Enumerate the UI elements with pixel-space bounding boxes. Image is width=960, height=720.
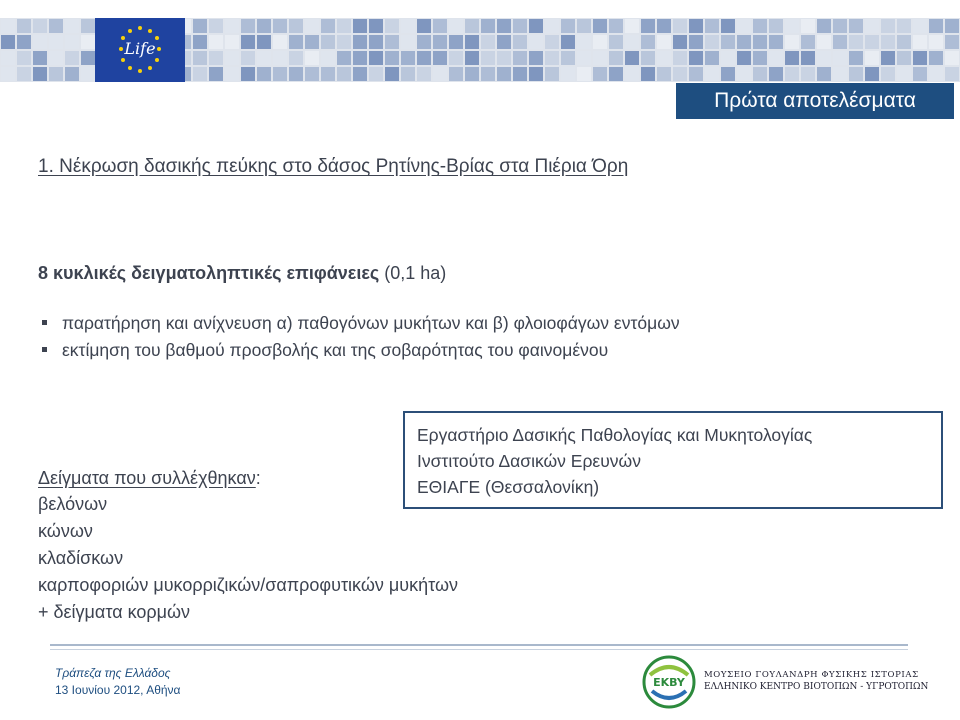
mosaic-tile — [609, 51, 623, 65]
mosaic-tile — [401, 67, 415, 81]
mosaic-tile — [17, 67, 31, 81]
mosaic-tile — [689, 67, 703, 81]
lab-name: Εργαστήριο Δασικής Παθολογίας και Μυκητολογίας — [417, 425, 813, 445]
mosaic-tile — [433, 35, 447, 49]
mosaic-tile — [449, 19, 463, 33]
mosaic-tile — [737, 67, 751, 81]
organization-name: ΕΘΙΑΓΕ — [417, 477, 481, 497]
mosaic-tile — [353, 35, 367, 49]
mosaic-tile — [913, 19, 927, 33]
mosaic-tile — [801, 19, 815, 33]
mosaic-tile — [497, 67, 511, 81]
collected-samples — [38, 465, 458, 626]
mosaic-tile — [369, 51, 383, 65]
slide-title: Πρώτα αποτελέσματα — [676, 83, 954, 119]
mosaic-tile — [625, 67, 639, 81]
sampling-description — [38, 263, 446, 284]
mosaic-tile — [209, 35, 223, 49]
mosaic-tile — [497, 19, 511, 33]
centre-name: ΕΛΛΗΝΙΚΟ ΚΕΝΤΡΟ ΒΙΟΤΟΠΩΝ - ΥΓΡΟΤΟΠΩΝ — [704, 682, 929, 692]
collected-title — [38, 465, 458, 491]
mosaic-tile — [673, 51, 687, 65]
mosaic-tile — [833, 51, 847, 65]
mosaic-tile — [433, 51, 447, 65]
mosaic-tile — [641, 35, 655, 49]
mosaic-tile — [209, 19, 223, 33]
mosaic-tile — [641, 19, 655, 33]
mosaic-tile — [353, 19, 367, 33]
mosaic-tile — [545, 19, 559, 33]
mosaic-tile — [241, 35, 255, 49]
bullet-list — [40, 310, 680, 364]
mosaic-tile — [929, 19, 943, 33]
mosaic-tile — [81, 19, 95, 33]
mosaic-tile — [401, 51, 415, 65]
mosaic-tile — [33, 51, 47, 65]
mosaic-tile — [609, 67, 623, 81]
mosaic-tile — [913, 67, 927, 81]
sampling-area-text: (0,1 ha) — [379, 263, 447, 283]
mosaic-tile — [641, 67, 655, 81]
mosaic-tile — [897, 51, 911, 65]
mosaic-tile — [673, 67, 687, 81]
mosaic-tile — [529, 19, 543, 33]
mosaic-tile — [865, 35, 879, 49]
mosaic-tile — [529, 67, 543, 81]
ekby-logo-icon — [642, 655, 696, 709]
mosaic-tile — [945, 67, 959, 81]
mosaic-tile — [945, 51, 959, 65]
mosaic-tile — [785, 35, 799, 49]
mosaic-tile — [257, 67, 271, 81]
footer-divider-thin — [50, 649, 908, 650]
mosaic-tile — [513, 67, 527, 81]
mosaic-tile — [385, 67, 399, 81]
mosaic-tile — [369, 19, 383, 33]
eu-life-logo — [95, 18, 185, 82]
mosaic-tile — [833, 35, 847, 49]
mosaic-tile — [481, 35, 495, 49]
mosaic-tile — [337, 35, 351, 49]
mosaic-tile — [545, 51, 559, 65]
mosaic-tile — [769, 67, 783, 81]
mosaic-tile — [753, 35, 767, 49]
mosaic-tile — [257, 35, 271, 49]
mosaic-tile — [785, 51, 799, 65]
mosaic-tile — [705, 67, 719, 81]
mosaic-tile — [657, 67, 671, 81]
mosaic-tile — [737, 35, 751, 49]
mosaic-tile — [945, 35, 959, 49]
mosaic-tile — [65, 35, 79, 49]
mosaic-tile — [225, 19, 239, 33]
mosaic-tile — [401, 35, 415, 49]
mosaic-tile — [1, 67, 15, 81]
mosaic-tile — [897, 67, 911, 81]
mosaic-tile — [321, 19, 335, 33]
mosaic-tile — [769, 51, 783, 65]
mosaic-tile — [593, 35, 607, 49]
mosaic-tile — [657, 51, 671, 65]
mosaic-tile — [1, 35, 15, 49]
mosaic-tile — [305, 19, 319, 33]
collected-item: βελόνων — [38, 494, 108, 514]
institute-name: Ινστιτούτο Δασικών Ερευνών — [417, 451, 641, 471]
mosaic-tile — [33, 35, 47, 49]
mosaic-tile — [289, 35, 303, 49]
mosaic-tile — [545, 67, 559, 81]
mosaic-tile — [673, 35, 687, 49]
footer-date: 13 Ιουνίου 2012, Αθήνα — [55, 683, 181, 697]
mosaic-tile — [577, 35, 591, 49]
mosaic-tile — [273, 35, 287, 49]
mosaic-tile — [465, 51, 479, 65]
mosaic-tile — [81, 35, 95, 49]
mosaic-tile — [913, 51, 927, 65]
mosaic-tile — [273, 19, 287, 33]
section-heading: 1. Νέκρωση δασικής πεύκης στο δάσος Ρητίνης-Βρίας στα Πιέρια Όρη — [38, 156, 629, 177]
mosaic-tile — [49, 51, 63, 65]
mosaic-tile — [81, 51, 95, 65]
mosaic-tile — [593, 67, 607, 81]
mosaic-tile — [33, 19, 47, 33]
mosaic-tile — [433, 67, 447, 81]
lab-info-box — [403, 411, 943, 509]
mosaic-tile — [881, 19, 895, 33]
mosaic-tile — [737, 51, 751, 65]
mosaic-tile — [497, 35, 511, 49]
mosaic-tile — [865, 19, 879, 33]
mosaic-tile — [897, 35, 911, 49]
mosaic-tile — [321, 51, 335, 65]
mosaic-tile — [321, 35, 335, 49]
mosaic-tile — [785, 19, 799, 33]
mosaic-tile — [801, 51, 815, 65]
museum-name: ΜΟΥΣΕΙΟ ΓΟΥΛΑΝΔΡΗ ΦΥΣΙΚΗΣ ΙΣΤΟΡΙΑΣ — [704, 670, 919, 680]
mosaic-tile — [49, 19, 63, 33]
mosaic-tile — [769, 35, 783, 49]
mosaic-tile — [481, 67, 495, 81]
mosaic-tile — [609, 19, 623, 33]
mosaic-tile — [465, 67, 479, 81]
footer-organization: Τράπεζα της Ελλάδος — [55, 666, 171, 680]
mosaic-tile — [81, 67, 95, 81]
mosaic-tile — [337, 51, 351, 65]
mosaic-tile — [481, 51, 495, 65]
ekby-logo-text: EKBY — [653, 676, 685, 689]
collected-title-colon: : — [255, 468, 261, 488]
mosaic-tile — [545, 35, 559, 49]
mosaic-tile — [753, 19, 767, 33]
mosaic-tile — [449, 67, 463, 81]
mosaic-tile — [625, 51, 639, 65]
mosaic-tile — [705, 51, 719, 65]
mosaic-tile — [881, 51, 895, 65]
mosaic-tile — [689, 19, 703, 33]
mosaic-tile — [193, 51, 207, 65]
mosaic-tile — [353, 67, 367, 81]
mosaic-tile — [801, 35, 815, 49]
mosaic-tile — [817, 67, 831, 81]
mosaic-tile — [337, 19, 351, 33]
mosaic-tile — [385, 35, 399, 49]
mosaic-tile — [865, 67, 879, 81]
mosaic-tile — [673, 19, 687, 33]
mosaic-tile — [417, 67, 431, 81]
mosaic-tile — [513, 19, 527, 33]
mosaic-tile — [849, 67, 863, 81]
mosaic-tile — [513, 35, 527, 49]
mosaic-tile — [737, 19, 751, 33]
mosaic-tile — [657, 35, 671, 49]
collected-item: κώνων — [38, 521, 93, 541]
mosaic-tile — [449, 35, 463, 49]
mosaic-tile — [721, 35, 735, 49]
mosaic-tile — [897, 19, 911, 33]
mosaic-tile — [833, 19, 847, 33]
mosaic-tile — [529, 51, 543, 65]
mosaic-tile — [641, 51, 655, 65]
mosaic-tile — [241, 51, 255, 65]
mosaic-tile — [849, 51, 863, 65]
mosaic-tile — [753, 67, 767, 81]
mosaic-tile — [1, 51, 15, 65]
mosaic-tile — [289, 19, 303, 33]
mosaic-tile — [241, 19, 255, 33]
bullet-item: εκτίμηση του βαθμού προσβολής και της σοβαρότητας του φαινομένου — [40, 337, 680, 364]
collected-item: + δείγματα κορμών — [38, 602, 191, 622]
mosaic-tile — [561, 19, 575, 33]
mosaic-tile — [385, 51, 399, 65]
mosaic-tile — [721, 51, 735, 65]
mosaic-tile — [369, 67, 383, 81]
organization-line — [417, 474, 929, 500]
mosaic-tile — [593, 51, 607, 65]
mosaic-tile — [17, 19, 31, 33]
mosaic-tile — [689, 51, 703, 65]
mosaic-tile — [513, 51, 527, 65]
mosaic-tile — [689, 35, 703, 49]
mosaic-tile — [209, 67, 223, 81]
mosaic-tile — [849, 35, 863, 49]
mosaic-tile — [577, 51, 591, 65]
mosaic-tile — [273, 51, 287, 65]
mosaic-tile — [849, 19, 863, 33]
mosaic-tile — [401, 19, 415, 33]
life-logo-text: Life — [124, 39, 156, 58]
mosaic-tile — [65, 51, 79, 65]
mosaic-tile — [561, 67, 575, 81]
mosaic-tile — [33, 67, 47, 81]
mosaic-tile — [241, 67, 255, 81]
bullet-item: παρατήρηση και ανίχνευση α) παθογόνων μυκήτων και β) φλοιοφάγων εντόμων — [40, 310, 680, 337]
mosaic-tile — [193, 67, 207, 81]
mosaic-tile — [753, 51, 767, 65]
collected-item: κλαδίσκων — [38, 548, 124, 568]
organization-city: (Θεσσαλονίκη) — [480, 477, 600, 497]
mosaic-tile — [225, 67, 239, 81]
mosaic-tile — [417, 35, 431, 49]
mosaic-tile — [769, 19, 783, 33]
mosaic-tile — [449, 51, 463, 65]
mosaic-tile — [657, 19, 671, 33]
mosaic-tile — [1, 19, 15, 33]
mosaic-tile — [353, 51, 367, 65]
mosaic-tile — [257, 19, 271, 33]
mosaic-tile — [49, 35, 63, 49]
mosaic-tile — [529, 35, 543, 49]
mosaic-tile — [17, 51, 31, 65]
collected-item: καρποφοριών μυκορριζικών/σαπροφυτικών μυκήτων — [38, 575, 459, 595]
mosaic-tile — [305, 35, 319, 49]
mosaic-tile — [721, 19, 735, 33]
mosaic-tile — [417, 51, 431, 65]
mosaic-tile — [337, 67, 351, 81]
mosaic-tile — [705, 35, 719, 49]
mosaic-tile — [817, 51, 831, 65]
mosaic-tile — [289, 51, 303, 65]
mosaic-tile — [561, 35, 575, 49]
mosaic-tile — [481, 19, 495, 33]
mosaic-tile — [257, 51, 271, 65]
mosaic-tile — [417, 19, 431, 33]
mosaic-tile — [929, 51, 943, 65]
mosaic-tile — [929, 35, 943, 49]
mosaic-tile — [289, 67, 303, 81]
mosaic-tile — [609, 35, 623, 49]
mosaic-tile — [433, 19, 447, 33]
mosaic-tile — [273, 67, 287, 81]
mosaic-tile — [577, 67, 591, 81]
mosaic-tile — [561, 51, 575, 65]
mosaic-tile — [385, 19, 399, 33]
mosaic-tile — [705, 19, 719, 33]
mosaic-tile — [193, 19, 207, 33]
mosaic-tile — [209, 51, 223, 65]
mosaic-tile — [369, 35, 383, 49]
sampling-bold-text: 8 κυκλικές δειγματοληπτικές επιφάνειες — [38, 263, 380, 283]
mosaic-tile — [465, 35, 479, 49]
mosaic-tile — [225, 51, 239, 65]
mosaic-tile — [913, 35, 927, 49]
mosaic-tile — [929, 67, 943, 81]
mosaic-tile — [321, 67, 335, 81]
mosaic-tile — [65, 67, 79, 81]
mosaic-tile — [305, 51, 319, 65]
mosaic-tile — [881, 35, 895, 49]
collected-title-text: Δείγματα που συλλέχθηκαν — [38, 468, 256, 488]
mosaic-tile — [577, 19, 591, 33]
mosaic-tile — [817, 19, 831, 33]
mosaic-tile — [17, 35, 31, 49]
mosaic-tile — [225, 35, 239, 49]
mosaic-tile — [625, 19, 639, 33]
mosaic-tile — [881, 67, 895, 81]
mosaic-tile — [49, 67, 63, 81]
mosaic-tile — [865, 51, 879, 65]
mosaic-tile — [65, 19, 79, 33]
mosaic-tile — [721, 67, 735, 81]
mosaic-tile — [817, 35, 831, 49]
mosaic-tile — [305, 67, 319, 81]
mosaic-tile — [465, 19, 479, 33]
mosaic-tile — [945, 19, 959, 33]
mosaic-tile — [833, 67, 847, 81]
mosaic-tile — [785, 67, 799, 81]
mosaic-tile — [625, 35, 639, 49]
footer-divider — [50, 644, 908, 646]
mosaic-tile — [193, 35, 207, 49]
mosaic-tile — [801, 67, 815, 81]
mosaic-tile — [593, 19, 607, 33]
mosaic-tile — [497, 51, 511, 65]
